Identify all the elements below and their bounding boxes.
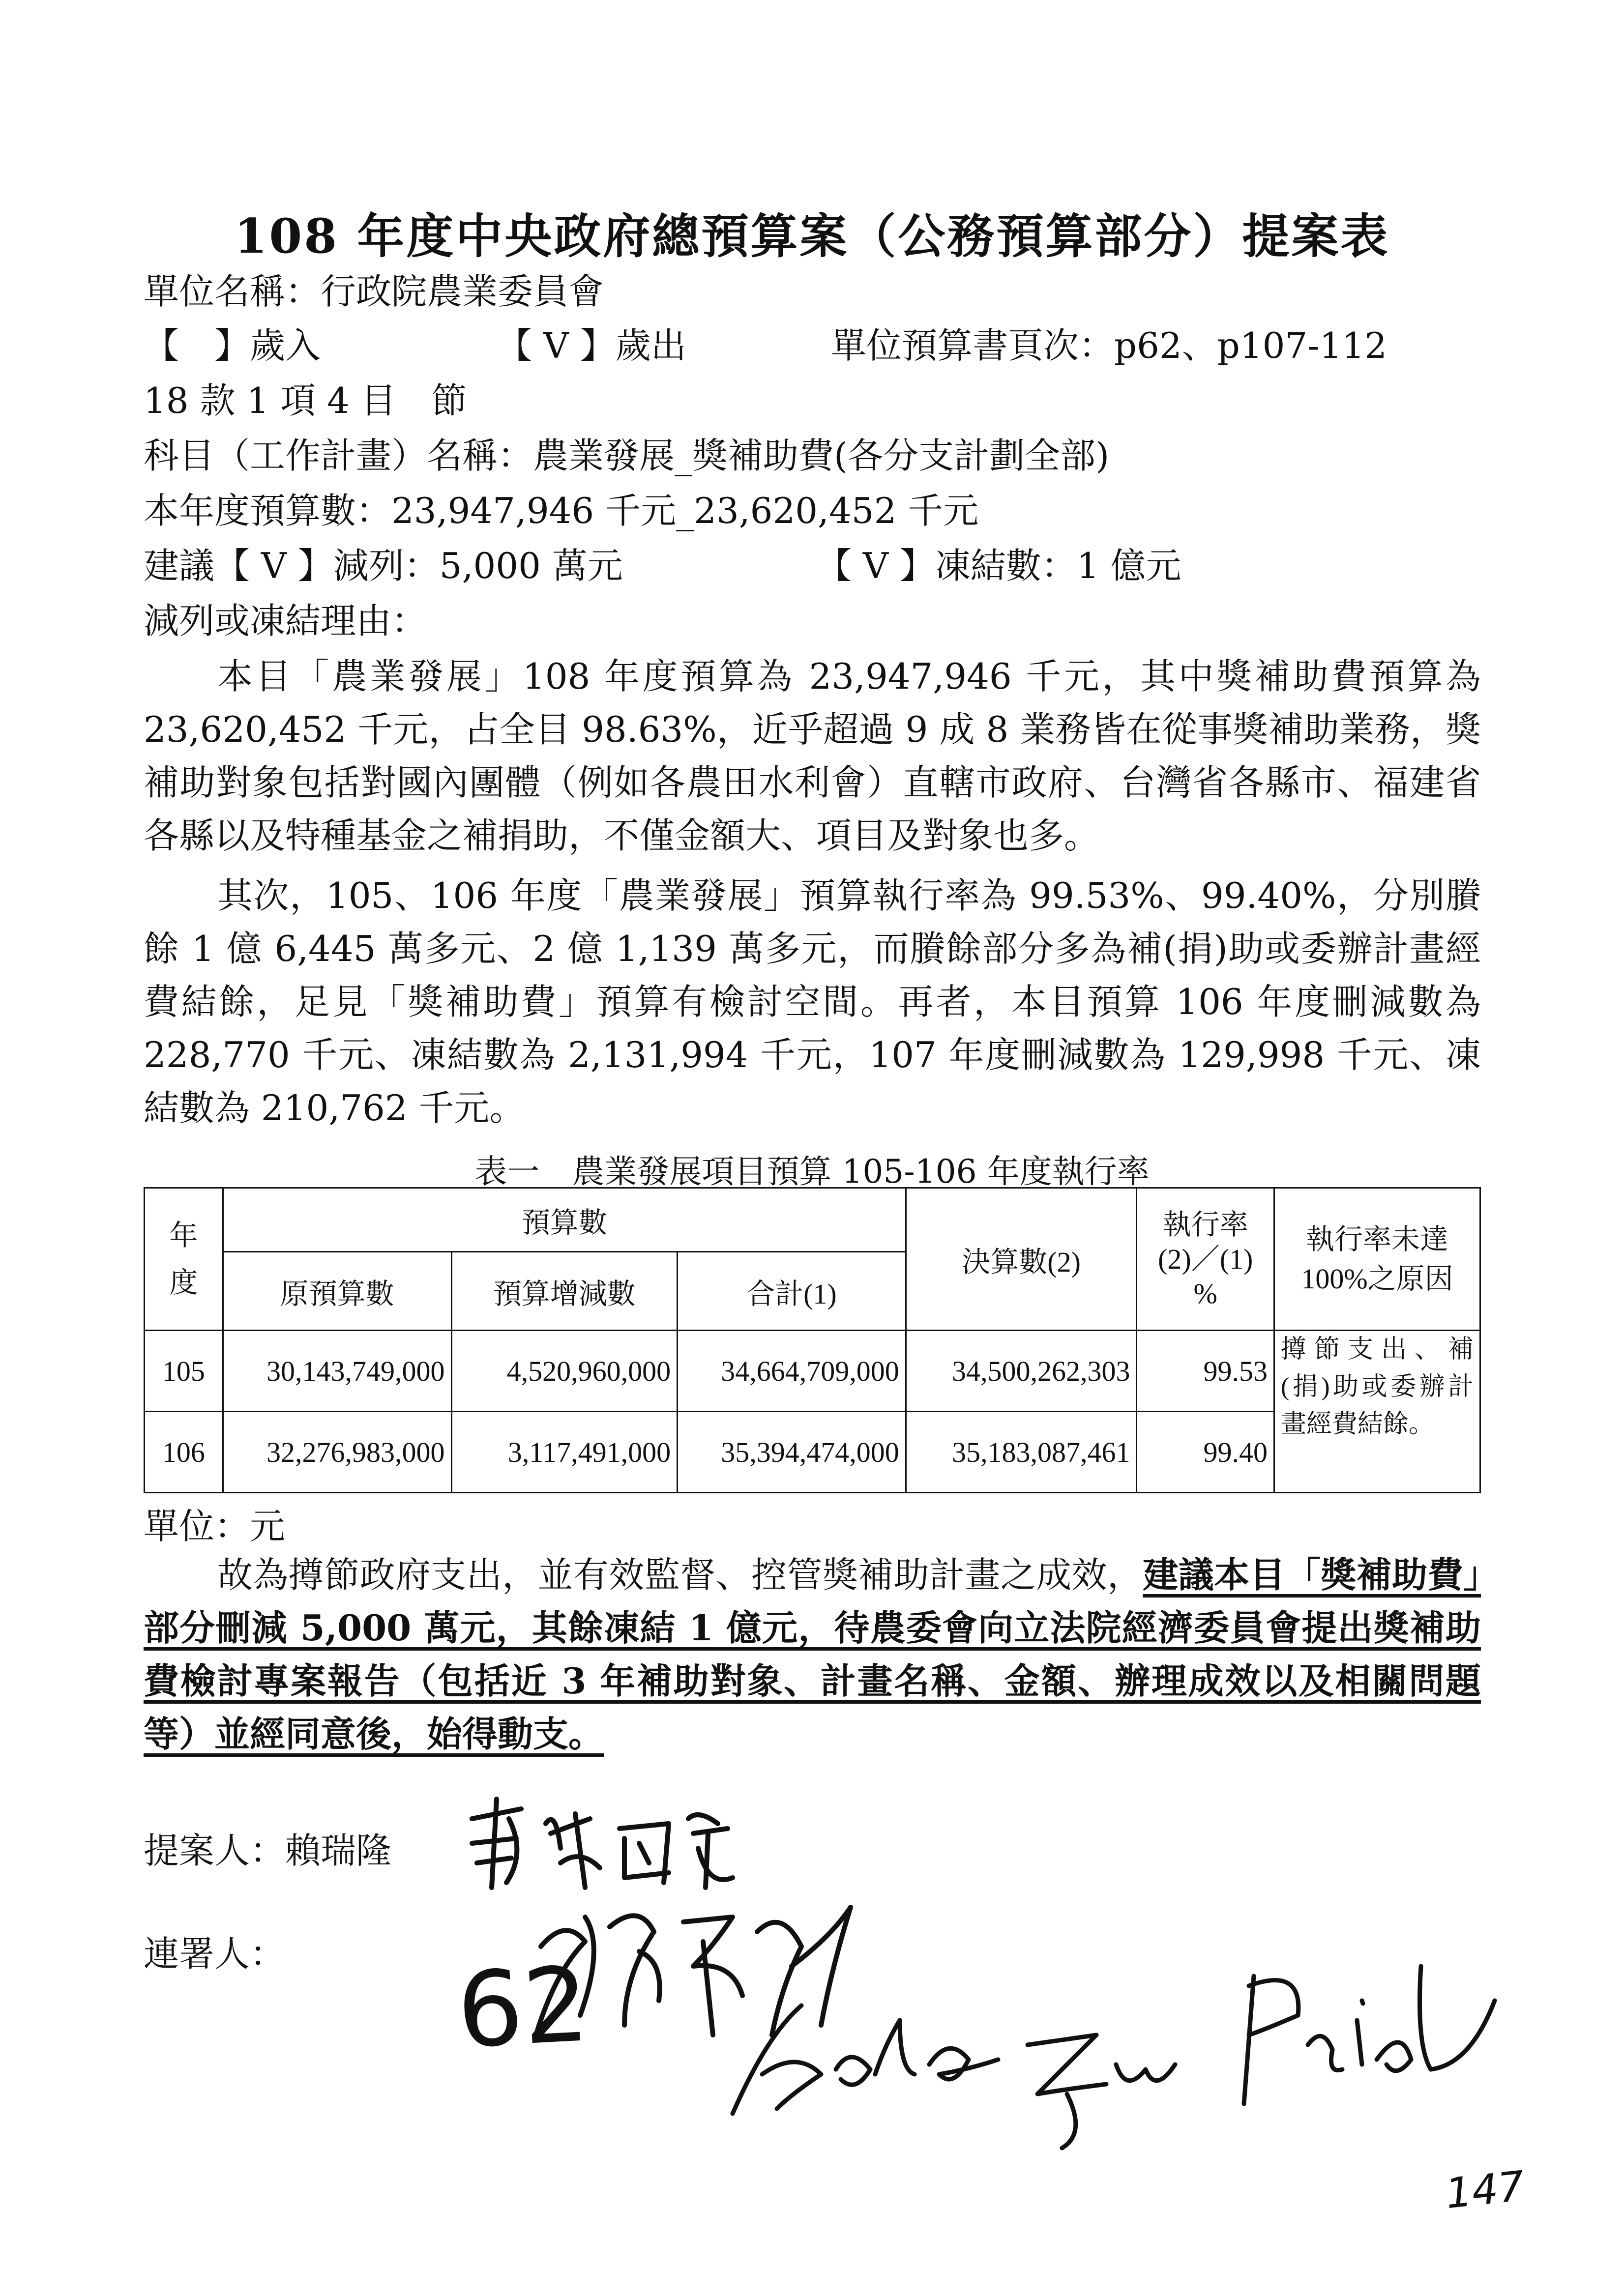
header-total: 合計(1) (678, 1252, 906, 1331)
cell-adjustment: 3,117,491,000 (451, 1412, 678, 1493)
cell-year: 106 (145, 1412, 223, 1493)
cell-original: 32,276,983,000 (223, 1412, 451, 1493)
budget-book-pages: 單位預算書頁次：p62、p107-112 (831, 325, 1387, 366)
cosigner-signature-2 (723, 1947, 1559, 2153)
proposer-label: 提案人：賴瑞隆 (144, 1830, 392, 1871)
revenue-option: 【 】歲入 (144, 325, 321, 366)
header-reason: 執行率未達100%之原因 (1274, 1188, 1480, 1331)
cell-rate: 99.53 (1137, 1331, 1274, 1412)
current-budget: 本年度預算數：23,947,946 千元_23,620,452 千元 (144, 490, 979, 531)
header-budget-adjustment: 預算增減數 (451, 1252, 678, 1331)
table-row (145, 1331, 1480, 1412)
cell-final: 35,183,087,461 (906, 1412, 1137, 1493)
cell-reason: 撙節支出、補(捐)助或委辦計畫經費結餘。 (1274, 1331, 1480, 1493)
header-final-amount: 決算數(2) (906, 1188, 1137, 1331)
recommendation-paragraph (144, 1548, 1481, 1761)
execution-rate-table (144, 1187, 1481, 1493)
cell-adjustment: 4,520,960,000 (451, 1331, 678, 1412)
reason-paragraph-2: 其次，105、106 年度「農業發展」預算執行率為 99.53%、99.40%，分別賸餘 1 億 6,445 萬多元、2 億 1,139 萬多元，而賸餘部分多為補(捐)助或委辦計畫經費結餘，足見「獎補助費」預算有檢討空間。再者，本目預算 106 年度刪減數為 228,770 千元、凍結數為 2,131,994 千元，107 年度刪減數為 129,998 千元、凍結數為 210,762 千元。 (144, 875, 1481, 1129)
section-code: 18 款 1 項 4 目 節 (144, 380, 467, 421)
recommendation-lead: 故為撙節政府支出，並有效監督、控管獎補助計畫之成效， (217, 1554, 1143, 1596)
header-original-budget: 原預算數 (223, 1252, 451, 1331)
cell-rate: 99.40 (1137, 1412, 1274, 1493)
unit-note: 單位：元 (144, 1506, 286, 1547)
header-execution-rate: 執行率 (2)／(1) % (1137, 1188, 1274, 1331)
expenditure-option: 【 V 】歲出 (497, 325, 686, 366)
handwritten-page-number: 62 (454, 1944, 592, 2071)
cell-total: 35,394,474,000 (678, 1412, 906, 1493)
cell-total: 34,664,709,000 (678, 1331, 906, 1412)
subject-name: 科目（工作計畫）名稱：農業發展_獎補助費(各分支計劃全部) (144, 435, 1110, 476)
proposal-cut: 建議【 V 】減列：5,000 萬元 (144, 545, 623, 586)
reason-label: 減列或凍結理由： (144, 600, 427, 641)
cell-final: 34,500,262,303 (906, 1331, 1137, 1412)
table-caption: 表一 農業發展項目預算 105-106 年度執行率 (474, 1153, 1150, 1191)
unit-name: 單位名稱：行政院農業委員會 (144, 271, 604, 312)
handwritten-corner-number: 147 (1443, 2161, 1527, 2218)
reason-paragraph-1: 本目「農業發展」108 年度預算為 23,947,946 千元，其中獎補助費預算為23,620,452 千元，占全目 98.63%，近乎超過 9 成 8 業務皆在從事獎補助業務，獎補助對象包括對國內團體（例如各農田水利會）直轄市政府、台灣省各縣市、福建省各縣以及特種基金之補捐助，不僅金額大、項目及對象也多。 (144, 656, 1481, 856)
proposal-freeze: 【 V 】凍結數：1 億元 (816, 545, 1181, 586)
header-budget-group: 預算數 (223, 1188, 906, 1252)
recommendation-text: 建議本目「獎補助費」部分刪減 5,000 萬元，其餘凍結 1 億元，待農委會向立法院經濟委員會提出獎補助費檢討專案報告（包括近 3 年補助對象、計畫名稱、金額、辦理成效以及相關問題等）並經同意後，始得動支。 (144, 1554, 1481, 1755)
proposer-signature (462, 1789, 738, 1897)
header-year: 年 度 (145, 1188, 223, 1331)
page-title: 108 年度中央政府總預算案（公務預算部分）提案表 (234, 208, 1390, 264)
cell-year: 105 (145, 1331, 223, 1412)
cosigner-label: 連署人： (144, 1933, 286, 1975)
cell-original: 30,143,749,000 (223, 1331, 451, 1412)
